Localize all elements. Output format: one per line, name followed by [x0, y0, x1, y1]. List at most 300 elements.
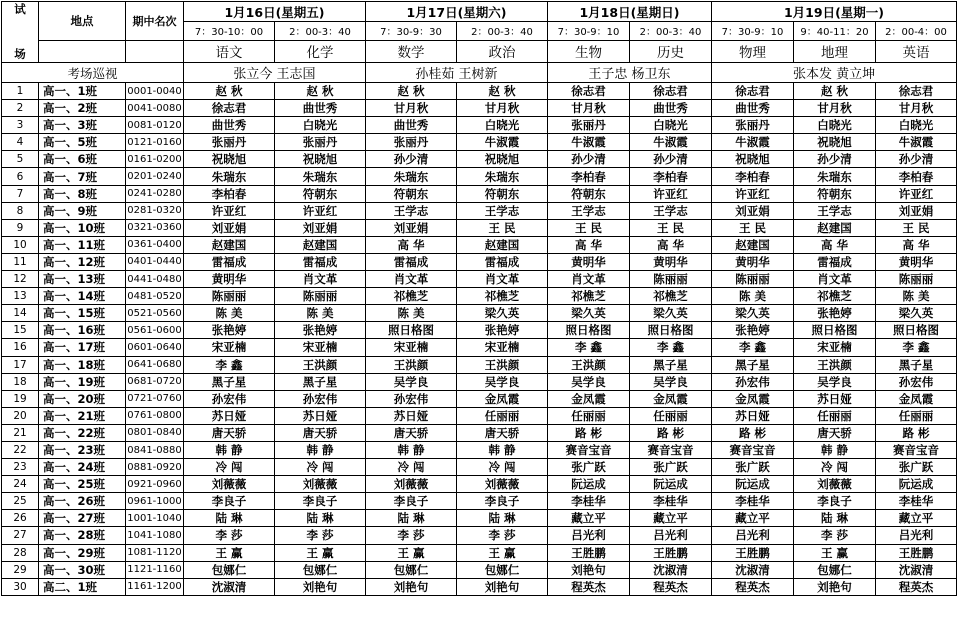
proctor-name: 唐天骄 — [366, 424, 457, 441]
table-row — [2, 476, 957, 493]
rank-range: 0881-0920 — [126, 459, 184, 476]
rank-range: 0121-0160 — [126, 134, 184, 151]
day-2-date: 1月17日(星期六) — [366, 2, 548, 22]
rank-range: 0921-0960 — [126, 476, 184, 493]
room-number: 26 — [2, 510, 39, 527]
proctor-name: 任丽丽 — [457, 407, 548, 424]
proctor-name: 肖文革 — [366, 271, 457, 288]
proctor-name: 李良子 — [275, 493, 366, 510]
table-row — [2, 424, 957, 441]
proctor-name: 赛音宝音 — [548, 441, 630, 458]
proctor-name: 张丽丹 — [548, 117, 630, 134]
proctor-name: 张广跃 — [712, 459, 794, 476]
class-location: 高一、9班 — [39, 202, 126, 219]
proctor-name: 阮运成 — [712, 476, 794, 493]
class-location: 高一、13班 — [39, 271, 126, 288]
room-number: 23 — [2, 459, 39, 476]
proctor-name: 吴学良 — [366, 373, 457, 390]
proctor-name: 陆 琳 — [184, 510, 275, 527]
proctor-name: 徐志君 — [712, 83, 794, 100]
proctor-name: 唐天骄 — [275, 424, 366, 441]
proctor-name: 黄明华 — [630, 253, 712, 270]
proctor-name: 照日格图 — [794, 322, 876, 339]
proctor-name: 刘艳句 — [457, 578, 548, 595]
patrol-names: 张立今 王志国 — [184, 63, 366, 83]
proctor-name: 陆 琳 — [794, 510, 876, 527]
proctor-name: 孙宏伟 — [184, 390, 275, 407]
rank-range: 0801-0840 — [126, 424, 184, 441]
table-row — [2, 493, 957, 510]
table-row — [2, 459, 957, 476]
proctor-name: 刘艳句 — [548, 561, 630, 578]
proctor-name: 朱瑞东 — [275, 168, 366, 185]
proctor-name: 甘月秋 — [876, 100, 957, 117]
proctor-name: 李 莎 — [184, 527, 275, 544]
proctor-name: 吴学良 — [794, 373, 876, 390]
session-time: 2：00-4：00 — [876, 22, 957, 40]
proctor-name: 孙宏伟 — [275, 390, 366, 407]
proctor-name: 朱瑞东 — [794, 168, 876, 185]
proctor-name: 吕光利 — [876, 527, 957, 544]
proctor-name: 任丽丽 — [630, 407, 712, 424]
proctor-name: 曲世秀 — [712, 100, 794, 117]
proctor-name: 李良子 — [184, 493, 275, 510]
proctor-name: 李桂华 — [712, 493, 794, 510]
proctor-name: 李 莎 — [275, 527, 366, 544]
proctor-name: 王 民 — [712, 219, 794, 236]
proctor-name: 雷福成 — [184, 253, 275, 270]
room-number: 4 — [2, 134, 39, 151]
class-location: 高一、21班 — [39, 407, 126, 424]
rank-range: 0441-0480 — [126, 271, 184, 288]
proctor-name: 赵 秋 — [275, 83, 366, 100]
proctor-name: 王胜鹏 — [876, 544, 957, 561]
room-number: 11 — [2, 253, 39, 270]
proctor-name: 梁久英 — [457, 305, 548, 322]
proctor-name: 王 赢 — [457, 544, 548, 561]
proctor-name: 张广跃 — [548, 459, 630, 476]
room-number: 2 — [2, 100, 39, 117]
table-row — [2, 561, 957, 578]
rank-range: 0321-0360 — [126, 219, 184, 236]
table-row — [2, 305, 957, 322]
proctor-name: 黄明华 — [548, 253, 630, 270]
proctor-name: 冷 闯 — [366, 459, 457, 476]
proctor-name: 李 鑫 — [876, 339, 957, 356]
table-row — [2, 100, 957, 117]
room-number: 27 — [2, 527, 39, 544]
proctor-name: 王学志 — [630, 202, 712, 219]
exam-schedule-table — [1, 1, 957, 596]
proctor-name: 梁久英 — [876, 305, 957, 322]
proctor-name: 冷 闯 — [184, 459, 275, 476]
proctor-name: 王胜鹏 — [548, 544, 630, 561]
proctor-name: 金凤霞 — [548, 390, 630, 407]
proctor-name: 王学志 — [366, 202, 457, 219]
proctor-name: 王洪颜 — [794, 356, 876, 373]
proctor-name: 徐志君 — [630, 83, 712, 100]
rank-range: 0081-0120 — [126, 117, 184, 134]
proctor-name: 刘薇薇 — [794, 476, 876, 493]
room-number: 18 — [2, 373, 39, 390]
proctor-name: 金凤霞 — [457, 390, 548, 407]
proctor-name: 甘月秋 — [366, 100, 457, 117]
proctor-name: 孙宏伟 — [712, 373, 794, 390]
class-location: 高一、30班 — [39, 561, 126, 578]
proctor-name: 祁樵芝 — [366, 288, 457, 305]
proctor-name: 刘亚娟 — [712, 202, 794, 219]
session-time: 2：00-3：40 — [457, 22, 548, 40]
rank-range: 0961-1000 — [126, 493, 184, 510]
rank-range: 0401-0440 — [126, 253, 184, 270]
proctor-name: 刘薇薇 — [366, 476, 457, 493]
proctor-name: 宋亚楠 — [794, 339, 876, 356]
proctor-name: 苏日娅 — [275, 407, 366, 424]
class-location: 高二、1班 — [39, 578, 126, 595]
proctor-name: 祝晓旭 — [275, 151, 366, 168]
proctor-name: 梁久英 — [548, 305, 630, 322]
rank-range: 0281-0320 — [126, 202, 184, 219]
proctor-name: 赵建国 — [712, 236, 794, 253]
proctor-name: 程英杰 — [548, 578, 630, 595]
proctor-name: 黄明华 — [876, 253, 957, 270]
proctor-name: 金凤霞 — [630, 390, 712, 407]
subject-label: 政治 — [457, 40, 548, 62]
proctor-name: 孙宏伟 — [876, 373, 957, 390]
session-time: 2：00-3：40 — [275, 22, 366, 40]
proctor-name: 宋亚楠 — [457, 339, 548, 356]
proctor-name: 王胜鹏 — [630, 544, 712, 561]
proctor-name: 赛音宝音 — [876, 441, 957, 458]
room-number: 9 — [2, 219, 39, 236]
class-location: 高一、19班 — [39, 373, 126, 390]
proctor-name: 白晓光 — [630, 117, 712, 134]
rank-range: 0161-0200 — [126, 151, 184, 168]
proctor-name: 许亚红 — [275, 202, 366, 219]
table-row — [2, 168, 957, 185]
proctor-name: 王 民 — [548, 219, 630, 236]
proctor-name: 赵 秋 — [457, 83, 548, 100]
room-number: 14 — [2, 305, 39, 322]
class-location: 高一、6班 — [39, 151, 126, 168]
proctor-name: 路 彬 — [630, 424, 712, 441]
proctor-name: 陈 美 — [184, 305, 275, 322]
proctor-name: 白晓光 — [794, 117, 876, 134]
blank-cell — [126, 40, 184, 62]
table-row — [2, 271, 957, 288]
proctor-name: 徐志君 — [184, 100, 275, 117]
proctor-name: 孙少清 — [630, 151, 712, 168]
room-number: 22 — [2, 441, 39, 458]
proctor-name: 冷 闯 — [794, 459, 876, 476]
proctor-name: 甘月秋 — [548, 100, 630, 117]
proctor-name: 祝晓旭 — [794, 134, 876, 151]
class-location: 高一、5班 — [39, 134, 126, 151]
proctor-name: 牛淑霞 — [630, 134, 712, 151]
table-row — [2, 151, 957, 168]
proctor-name: 曲世秀 — [630, 100, 712, 117]
proctor-name: 李柏春 — [630, 168, 712, 185]
proctor-name: 高 华 — [548, 236, 630, 253]
proctor-name: 吕光利 — [548, 527, 630, 544]
rank-range: 1081-1120 — [126, 544, 184, 561]
class-location: 高一、20班 — [39, 390, 126, 407]
proctor-name: 李桂华 — [548, 493, 630, 510]
class-location: 高一、15班 — [39, 305, 126, 322]
proctor-name: 徐志君 — [876, 83, 957, 100]
proctor-name: 高 华 — [794, 236, 876, 253]
proctor-name: 王学志 — [548, 202, 630, 219]
proctor-name: 赵 秋 — [184, 83, 275, 100]
proctor-name: 肖文革 — [275, 271, 366, 288]
patrol-names: 孙桂茹 王树新 — [366, 63, 548, 83]
proctor-name: 雷福成 — [366, 253, 457, 270]
proctor-name: 李柏春 — [548, 168, 630, 185]
table-row — [2, 441, 957, 458]
proctor-name: 张丽丹 — [184, 134, 275, 151]
proctor-name: 吴学良 — [548, 373, 630, 390]
rank-range: 0641-0680 — [126, 356, 184, 373]
proctor-name: 路 彬 — [876, 424, 957, 441]
room-number: 13 — [2, 288, 39, 305]
proctor-name: 徐志君 — [548, 83, 630, 100]
room-number: 10 — [2, 236, 39, 253]
proctor-name: 藏立平 — [548, 510, 630, 527]
proctor-name: 黑子星 — [712, 356, 794, 373]
proctor-name: 曲世秀 — [184, 117, 275, 134]
room-number: 8 — [2, 202, 39, 219]
proctor-name: 王洪颜 — [457, 356, 548, 373]
table-row — [2, 390, 957, 407]
proctor-name: 黑子星 — [275, 373, 366, 390]
proctor-name: 朱瑞东 — [457, 168, 548, 185]
class-location: 高一、11班 — [39, 236, 126, 253]
proctor-name: 牛淑霞 — [457, 134, 548, 151]
class-location: 高一、1班 — [39, 83, 126, 100]
proctor-name: 朱瑞东 — [366, 168, 457, 185]
proctor-name: 梁久英 — [712, 305, 794, 322]
proctor-name: 符朝东 — [794, 185, 876, 202]
class-location: 高一、18班 — [39, 356, 126, 373]
proctor-name: 肖文革 — [548, 271, 630, 288]
proctor-name: 金凤霞 — [712, 390, 794, 407]
room-column-header: 试 场 — [2, 2, 39, 63]
proctor-name: 冷 闯 — [457, 459, 548, 476]
proctor-name: 李柏春 — [876, 168, 957, 185]
blank-cell — [39, 40, 126, 62]
proctor-name: 许亚红 — [876, 185, 957, 202]
proctor-name: 雷福成 — [794, 253, 876, 270]
proctor-name: 符朝东 — [275, 185, 366, 202]
proctor-name: 沈淑清 — [184, 578, 275, 595]
proctor-name: 宋亚楠 — [275, 339, 366, 356]
table-row — [2, 202, 957, 219]
proctor-name: 张艳婷 — [457, 322, 548, 339]
proctor-name: 白晓光 — [457, 117, 548, 134]
proctor-name: 唐天骄 — [457, 424, 548, 441]
proctor-name: 赵建国 — [457, 236, 548, 253]
proctor-name: 高 华 — [630, 236, 712, 253]
table-row — [2, 339, 957, 356]
proctor-name: 王 赢 — [275, 544, 366, 561]
class-location: 高一、27班 — [39, 510, 126, 527]
proctor-name: 张艳婷 — [712, 322, 794, 339]
room-number: 20 — [2, 407, 39, 424]
room-number: 29 — [2, 561, 39, 578]
proctor-name: 陈 美 — [876, 288, 957, 305]
table-row — [2, 578, 957, 595]
proctor-name: 刘艳句 — [366, 578, 457, 595]
proctor-name: 苏日娅 — [712, 407, 794, 424]
rank-range: 1041-1080 — [126, 527, 184, 544]
rank-range: 1001-1040 — [126, 510, 184, 527]
table-row — [2, 236, 957, 253]
proctor-name: 王胜鹏 — [712, 544, 794, 561]
subject-label: 地理 — [794, 40, 876, 62]
proctor-name: 赵建国 — [275, 236, 366, 253]
proctor-patrol-label: 考场巡视 — [2, 63, 184, 83]
proctor-name: 陈丽丽 — [876, 271, 957, 288]
proctor-name: 王 民 — [876, 219, 957, 236]
proctor-name: 李 鑫 — [712, 339, 794, 356]
proctor-name: 李 鑫 — [548, 339, 630, 356]
proctor-name: 高 华 — [876, 236, 957, 253]
room-number: 7 — [2, 185, 39, 202]
class-location: 高一、26班 — [39, 493, 126, 510]
proctor-name: 沈淑清 — [876, 561, 957, 578]
class-location: 高一、17班 — [39, 339, 126, 356]
room-number: 28 — [2, 544, 39, 561]
proctor-name: 照日格图 — [366, 322, 457, 339]
proctor-name: 刘亚娟 — [184, 219, 275, 236]
rank-range: 1121-1160 — [126, 561, 184, 578]
proctor-name: 刘薇薇 — [184, 476, 275, 493]
proctor-name: 陈丽丽 — [275, 288, 366, 305]
proctor-name: 孙宏伟 — [366, 390, 457, 407]
proctor-name: 曲世秀 — [275, 100, 366, 117]
proctor-name: 吴学良 — [630, 373, 712, 390]
proctor-name: 王洪颜 — [366, 356, 457, 373]
proctor-name: 李桂华 — [876, 493, 957, 510]
proctor-name: 朱瑞东 — [184, 168, 275, 185]
proctor-name: 苏日娅 — [366, 407, 457, 424]
rank-range: 0721-0760 — [126, 390, 184, 407]
rank-range: 0361-0400 — [126, 236, 184, 253]
proctor-name: 李 鑫 — [184, 356, 275, 373]
proctor-name: 孙少清 — [876, 151, 957, 168]
proctor-name: 肖文革 — [794, 271, 876, 288]
class-location: 高一、2班 — [39, 100, 126, 117]
room-number: 17 — [2, 356, 39, 373]
proctor-name: 李 莎 — [366, 527, 457, 544]
subject-label: 物理 — [712, 40, 794, 62]
proctor-name: 刘艳句 — [275, 578, 366, 595]
room-number: 5 — [2, 151, 39, 168]
subject-label: 语文 — [184, 40, 275, 62]
subject-label: 化学 — [275, 40, 366, 62]
session-time: 9：40-11：20 — [794, 22, 876, 40]
proctor-name: 甘月秋 — [457, 100, 548, 117]
proctor-name: 刘薇薇 — [457, 476, 548, 493]
proctor-name: 祁樵芝 — [457, 288, 548, 305]
class-location: 高一、24班 — [39, 459, 126, 476]
proctor-name: 苏日娅 — [184, 407, 275, 424]
proctor-name: 王 民 — [457, 219, 548, 236]
table-row — [2, 253, 957, 270]
session-time: 7：30-9：30 — [366, 22, 457, 40]
proctor-name: 许亚红 — [712, 185, 794, 202]
proctor-name: 黑子星 — [876, 356, 957, 373]
proctor-name: 王学志 — [457, 202, 548, 219]
proctor-name: 祁樵芝 — [548, 288, 630, 305]
proctor-name: 牛淑霞 — [876, 134, 957, 151]
proctor-name: 刘亚娟 — [275, 219, 366, 236]
proctor-name: 赵 秋 — [794, 83, 876, 100]
proctor-name: 李柏春 — [712, 168, 794, 185]
class-location: 高一、16班 — [39, 322, 126, 339]
proctor-name: 宋亚楠 — [184, 339, 275, 356]
proctor-name: 唐天骄 — [794, 424, 876, 441]
proctor-name: 藏立平 — [630, 510, 712, 527]
rank-range: 0001-0040 — [126, 83, 184, 100]
proctor-name: 张艳婷 — [184, 322, 275, 339]
patrol-names: 王子忠 杨卫东 — [548, 63, 712, 83]
table-row — [2, 134, 957, 151]
proctor-name: 赵建国 — [184, 236, 275, 253]
proctor-name: 程英杰 — [712, 578, 794, 595]
room-number: 19 — [2, 390, 39, 407]
proctor-name: 黄明华 — [184, 271, 275, 288]
subject-label: 数学 — [366, 40, 457, 62]
proctor-name: 王 赢 — [366, 544, 457, 561]
proctor-name: 程英杰 — [630, 578, 712, 595]
proctor-name: 刘薇薇 — [275, 476, 366, 493]
table-row — [2, 510, 957, 527]
proctor-name: 赛音宝音 — [630, 441, 712, 458]
proctor-name: 唐天骄 — [184, 424, 275, 441]
session-time: 2：00-3：40 — [630, 22, 712, 40]
rank-range: 0681-0720 — [126, 373, 184, 390]
proctor-name: 李 莎 — [794, 527, 876, 544]
proctor-name: 赵建国 — [794, 219, 876, 236]
proctor-name: 李良子 — [366, 493, 457, 510]
proctor-name: 路 彬 — [548, 424, 630, 441]
rank-range: 0841-0880 — [126, 441, 184, 458]
rank-range: 0481-0520 — [126, 288, 184, 305]
proctor-name: 祝晓旭 — [457, 151, 548, 168]
proctor-name: 符朝东 — [548, 185, 630, 202]
class-location: 高一、14班 — [39, 288, 126, 305]
proctor-name: 曲世秀 — [366, 117, 457, 134]
room-number: 24 — [2, 476, 39, 493]
proctor-name: 照日格图 — [876, 322, 957, 339]
proctor-name: 阮运成 — [548, 476, 630, 493]
proctor-name: 李桂华 — [630, 493, 712, 510]
table-row — [2, 544, 957, 561]
proctor-name: 白晓光 — [876, 117, 957, 134]
proctor-name: 许亚红 — [184, 202, 275, 219]
proctor-name: 陆 琳 — [366, 510, 457, 527]
class-location: 高一、12班 — [39, 253, 126, 270]
proctor-name: 包娜仁 — [457, 561, 548, 578]
proctor-name: 宋亚楠 — [366, 339, 457, 356]
rank-range: 1161-1200 — [126, 578, 184, 595]
table-row — [2, 527, 957, 544]
proctor-name: 吕光利 — [712, 527, 794, 544]
session-time: 7：30-9：10 — [712, 22, 794, 40]
proctor-name: 王 赢 — [794, 544, 876, 561]
class-location: 高一、29班 — [39, 544, 126, 561]
